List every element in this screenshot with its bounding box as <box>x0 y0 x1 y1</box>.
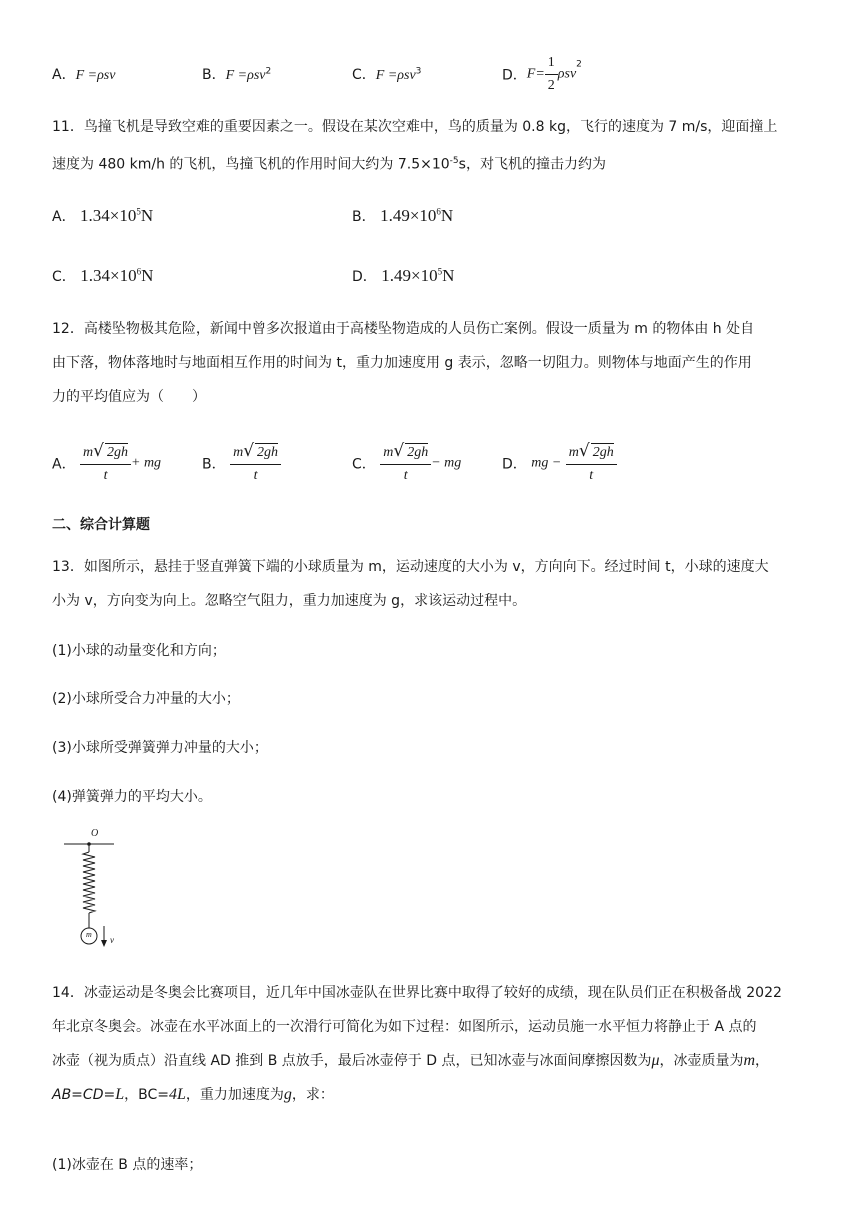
fraction-denominator: t <box>103 468 108 483</box>
q11-line2-b: s，对飞机的撞击力约为 <box>458 156 606 173</box>
radicand: 2gh <box>592 445 614 460</box>
q11-line1: 11．鸟撞飞机是导致空难的重要因素之一。假设在某次空难中，鸟的质量为 0.8 kg，飞行的速度为 7 m/s，迎面撞上 <box>52 119 778 135</box>
q13-sub4: (4)弹簧弹力的平均大小。 <box>52 789 212 805</box>
option-label: D． <box>352 269 377 285</box>
velocity-arrowhead <box>101 940 107 947</box>
unit: N <box>140 206 154 225</box>
option-label: C． <box>352 67 376 83</box>
mass-symbol: m <box>233 445 244 460</box>
q10-option-c <box>352 64 421 84</box>
q12-option-d <box>502 440 617 487</box>
option-label: D． <box>502 67 527 84</box>
fraction <box>80 440 131 487</box>
option-value <box>80 266 153 285</box>
option-label: B． <box>202 67 226 83</box>
fraction <box>566 440 617 487</box>
q11-line2 <box>52 144 812 182</box>
radicand: 2gh <box>407 445 429 460</box>
option-exponent: 3 <box>415 66 422 77</box>
radical-sign: √ <box>93 441 104 461</box>
q13-sub2: (2)小球所受合力冲量的大小； <box>52 691 240 707</box>
q10-option-d <box>502 52 582 97</box>
option-value <box>80 206 153 225</box>
option-exponent: 2 <box>576 59 582 70</box>
option-label: A． <box>52 67 76 83</box>
radical-sign: √ <box>243 441 255 461</box>
exponent: 6 <box>136 266 142 277</box>
spring-coil <box>83 852 95 913</box>
length-symbol: L <box>115 1086 125 1103</box>
fig-label-m: m <box>86 930 92 939</box>
q14-line1: 14．冰壶运动是冬奥会比赛项目，近几年中国冰壶队在世界比赛中取得了较好的成绩，现在队员们正在积极备战 2022 <box>52 985 782 1001</box>
option-formula: F =ρsv <box>75 68 116 83</box>
option-head: mg − <box>531 455 562 471</box>
q14-line4-c: ，重力加速度为 <box>185 1087 284 1103</box>
mu-symbol: μ <box>651 1052 660 1069</box>
section-title: 二、综合计算题 <box>52 517 150 533</box>
spring-diagram <box>60 826 130 950</box>
fig-label-v: v <box>110 935 114 945</box>
q11-exponent: -5 <box>449 156 459 166</box>
option-label: B． <box>202 456 226 473</box>
q12-text <box>52 312 812 414</box>
q13-text <box>52 550 812 618</box>
q11-line2-a: 速度为 480 km/h 的飞机，鸟撞飞机的作用时间大约为 7.5×10 <box>52 156 450 173</box>
q14-line2: 年北京冬奥会。冰壶在水平冰面上的一次滑行可简化为如下过程：如图所示，运动员施一水平恒力将静止于 A 点的 <box>52 1019 757 1035</box>
q11-option-d <box>352 266 454 286</box>
option-formula: F =ρsv <box>375 68 416 83</box>
exponent: 5 <box>136 206 141 217</box>
option-formula-rest: ρsv <box>557 66 577 82</box>
mantissa: 1.49×10 <box>380 206 437 225</box>
option-label: C． <box>352 456 376 473</box>
option-formula: F =ρsv <box>225 68 266 83</box>
q12-line2: 由下落，物体落地时与地面相互作用的时间为 t，重力加速度用 g 表示，忽略一切阻力。则物体与地面产生的作用 <box>52 355 752 371</box>
spring-mass-figure <box>60 826 130 950</box>
unit: N <box>442 266 455 285</box>
q12-option-b <box>202 440 281 487</box>
length-4l: 4L <box>168 1086 186 1103</box>
q12-line3: 力的平均值应为（ ） <box>52 389 206 405</box>
fraction <box>230 440 281 487</box>
q14-text <box>52 976 812 1112</box>
q12-line1: 12．高楼坠物极其危险，新闻中曾多次报道由于高楼坠物造成的人员伤亡案例。假设一质量为 m 的物体由 h 处自 <box>52 321 755 337</box>
option-tail: + mg <box>131 455 162 471</box>
mass-symbol: m <box>743 1052 756 1069</box>
option-label: A． <box>52 456 76 473</box>
q11-option-b <box>352 206 453 226</box>
q14-sub1: (1)冰壶在 B 点的速率； <box>52 1157 203 1173</box>
q10-option-b <box>202 64 271 84</box>
q12-option-c <box>352 440 461 487</box>
mantissa: 1.49×10 <box>381 266 438 285</box>
q13-line1: 13．如图所示，悬挂于竖直弹簧下端的小球质量为 m，运动速度的大小为 v，方向向下。经过时间 t，小球的速度大 <box>52 559 769 575</box>
q13-line2: 小为 v，方向变为向上。忽略空气阻力，重力加速度为 g，求该运动过程中。 <box>52 593 527 609</box>
fraction <box>380 440 431 487</box>
q13-sub3: (3)小球所受弹簧弹力冲量的大小； <box>52 740 268 756</box>
q14-line3-b: ，冰壶质量为 <box>659 1053 744 1069</box>
q11-option-a <box>52 206 153 226</box>
option-value <box>381 266 454 285</box>
fraction-denominator: t <box>253 468 258 483</box>
fig-label-o: O <box>91 828 99 839</box>
q14-line3-c: ， <box>755 1053 770 1069</box>
exponent: 6 <box>436 206 441 217</box>
mass-symbol: m <box>83 445 94 460</box>
fraction <box>545 52 558 97</box>
q12-option-a <box>52 440 161 487</box>
option-label: C． <box>52 269 76 285</box>
q10-option-a <box>52 64 115 84</box>
q11-text <box>52 110 812 182</box>
option-label: B． <box>352 209 376 225</box>
fraction-denominator: 2 <box>547 78 555 93</box>
fraction-denominator: t <box>403 468 408 483</box>
q14-line4-b: ，BC= <box>124 1087 169 1103</box>
unit: N <box>141 266 154 285</box>
option-label: A． <box>52 209 76 225</box>
unit: N <box>440 206 454 225</box>
radicand: 2gh <box>107 445 128 460</box>
option-exponent: 2 <box>265 66 272 77</box>
q11-option-c <box>52 266 153 286</box>
option-tail: − mg <box>431 455 462 471</box>
q14-line3-a: 冰壶（视为质点）沿直线 AD 推到 B 点放手，最后冰壶停于 D 点，已知冰壶与冰面间摩擦因数为 <box>52 1053 652 1069</box>
radical-sign: √ <box>393 441 405 461</box>
q13-sub1: (1)小球的动量变化和方向； <box>52 643 226 659</box>
mass-symbol: m <box>383 445 394 460</box>
option-label: D． <box>502 456 527 473</box>
fraction-denominator: t <box>589 468 594 483</box>
mass-symbol: m <box>568 445 579 460</box>
radical-sign: √ <box>578 441 590 461</box>
gravity-symbol: g <box>283 1086 292 1103</box>
option-value <box>380 206 453 225</box>
mantissa: 1.34×10 <box>80 266 137 285</box>
exponent: 5 <box>437 266 443 277</box>
option-formula: F= <box>526 66 545 82</box>
q14-line4-d: ，求： <box>291 1087 334 1103</box>
q14-line4-a: AB=CD= <box>52 1087 116 1103</box>
fraction-numerator: 1 <box>545 52 558 75</box>
q14-line4 <box>52 1078 812 1112</box>
mantissa: 1.34×10 <box>80 206 137 225</box>
q14-line3 <box>52 1044 812 1078</box>
radicand: 2gh <box>257 445 279 460</box>
